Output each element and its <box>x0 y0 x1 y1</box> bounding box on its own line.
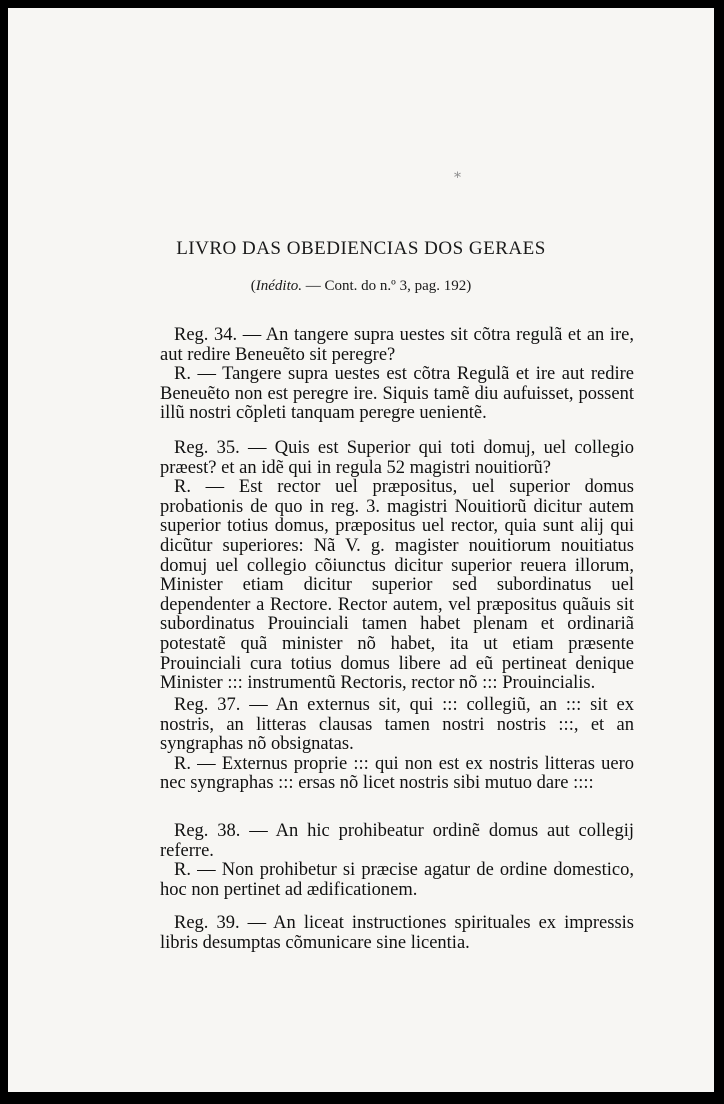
regulation-question: Reg. 37. — An externus sit, qui ::: collegiũ, an ::: sit ex nostris, an litteras clausas tamen nostri nostris :::, et an syngraphas nõ obsignatas. <box>160 695 634 755</box>
regulation-question: Reg. 34. — An tangere supra uestes sit cõtra regulã et an ire, aut redire Beneuẽto sit peregre? <box>160 325 634 365</box>
ornament-mark: * <box>454 170 461 186</box>
regulation-38 <box>160 822 634 900</box>
regulation-37 <box>160 696 634 794</box>
regulation-34 <box>160 326 634 424</box>
subtitle-italic: Inédito. <box>255 278 302 294</box>
regulation-39 <box>160 914 634 953</box>
regulation-35 <box>160 439 634 694</box>
regulation-answer: R. — Non prohibetur si præcise agatur de ordine domestico, hoc non pertinet ad ædificationem. <box>160 860 634 900</box>
regulation-answer: R. — Est rector uel præpositus, uel superior domus probationis de quo in reg. 3. magistri Nouitiorũ dicitur autem superior totius domus, præpositus uel rector, quia sunt alij qui dicũtur superiores: Nã V. g. magister nouitiorum nouitiatus domuj uel collegio cõiunctus dicitur superior reuera illorum, Minister etiam dicitur superior sed subordinatus uel dependenter a Rectore. Rector autem, vel præpositus quãuis sit subordinatus Prouinciali tamen habet plenam et ordinariã potestatẽ quã minister nõ habet, ita ut etiam præsente Prouinciali cura totius domus libere ad eũ pertineat denique Minister ::: instrumentũ Rectoris, rector nõ ::: Prouincialis. <box>160 477 634 694</box>
regulation-question: Reg. 39. — An liceat instructiones spirituales ex impressis libris desumptas cõmunicare sine licentia. <box>160 913 634 953</box>
regulation-answer: R. — Tangere supra uestes est cõtra Regulã et ire aut redire Beneuẽto non est peregre ire. Siquis tamẽ diu aufuisset, possent illũ nostri cõpleti tanquam peregre uenientẽ. <box>160 364 634 424</box>
subtitle-rest: — Cont. do n.º 3, pag. 192) <box>302 278 472 294</box>
regulation-question: Reg. 35. — Quis est Superior qui toti domuj, uel collegio præest? et an idẽ qui in regula 52 magistri nouitiorũ? <box>160 438 634 478</box>
document-subtitle <box>8 278 714 295</box>
regulation-answer: R. — Externus proprie ::: qui non est ex nostris litteras uero nec syngraphas ::: ersas nõ licet nostris sibi mutuo dare :::: <box>160 753 634 794</box>
subtitle-open: ( <box>250 278 256 294</box>
regulation-question: Reg. 38. — An hic prohibeatur ordinẽ domus aut collegij referre. <box>160 821 634 861</box>
document-title: LIVRO DAS OBEDIENCIAS DOS GERAES <box>176 238 546 259</box>
document-page <box>8 8 714 1092</box>
